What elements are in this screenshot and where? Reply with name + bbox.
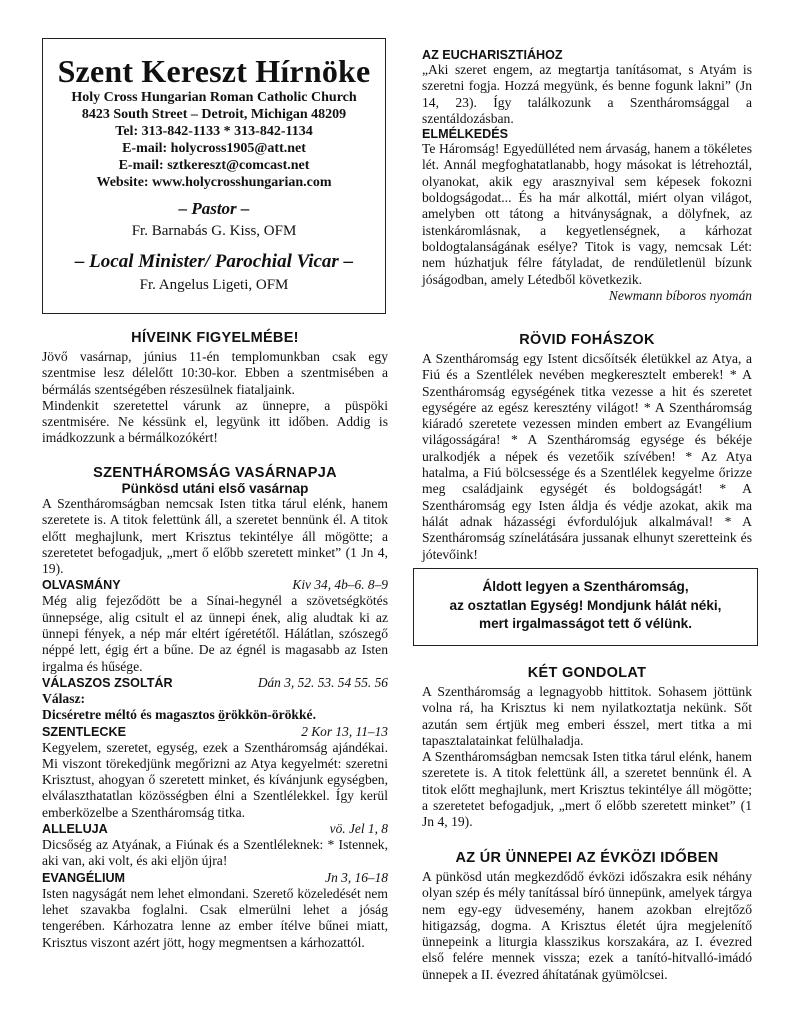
church-email-1: E-mail: holycross1905@att.net <box>122 141 306 156</box>
psalm-answer <box>42 707 388 723</box>
pastor-name: Fr. Barnabás G. Kiss, OFM <box>131 223 297 239</box>
meditation-label: ELMÉLKEDÉS <box>422 127 509 142</box>
meditation-text: Te Háromság! Egyedülléted nem árvaság, hanem a tökéletes lét. Annál megfoghatatlanabb, hogy másokat is létrehoztál, olyanokat, akik egy arasznyival sem képesek fokozni boldogságodat... És ha már alkottál, miért olyan világot, amelyben ott tátong a hitványságnak, a dölyfnek, az istenkáromlásnak, a kegyetlenségnek, a kárhozat boldogtalanságának esélye? Titok is vagy, nemcsak Lét: nem húzhatjuk félre fátyladat, de rendületlenül bízunk jóságodban, amely Létedből következik. <box>422 141 752 287</box>
psalm-answer-part-a: Dicséretre méltó és magasztos <box>42 707 219 723</box>
eucharist-label: AZ EUCHARISZTIÁHOZ <box>422 48 563 62</box>
prayers-heading: RÖVID FOHÁSZOK <box>519 332 655 348</box>
trinity-section <box>42 465 388 951</box>
vicar-name: Fr. Angelus Ligeti, OFM <box>139 277 289 293</box>
church-name: Holy Cross Hungarian Roman Catholic Church <box>71 90 357 105</box>
psalm-ref: Dán 3, 52. 53. 54 55. 56 <box>257 674 388 690</box>
feasts-heading: AZ ÚR ÜNNEPEI AZ ÉVKÖZI IDŐBEN <box>455 850 719 866</box>
gospel-text: Isten nagyságát nem lehet elmondani. Szerető közeledését nem lehet szavakba foglalni. Csak elmerülni lehet a jóság tengerében. Kárhozatra lenne az ember ítélve bűnei miatt, Krisztus viszont azért jött, hogy megmentsen a kárhozattól. <box>42 885 388 950</box>
trinity-intro: A Szentháromságban nemcsak Isten titka tárul elénk, hanem szeretete is. A titok felettünk áll, a szeretet bennünk él. A titok előtt meghajlunk, mert Krisztus tekintélye áll mögötte; a szeretetet befogadjuk, „mert ő előbb szeretett minket” (1 Jn 4, 19). <box>42 496 388 577</box>
gospel-label: EVANGÉLIUM <box>42 870 126 885</box>
notice-paragraph-2: Mindenkit szeretettel várunk az ünnepre, a püspöki szentmisére. Ne késsünk el, legyünk itt időben. Addig is imádkozzunk a bérmálkozókért! <box>42 397 388 446</box>
first-reading-text: Még alig fejeződött be a Sínai-hegynél a szövetségkötés ünnepsége, alig csitult el az ünnepi ének, alig aludtak ki az ünnepi fények, a nép már eltért ígéretétől. Hálátlan, szószegő néppé lett, égig ért a bűne. De az égnél is magasabb az Isten irgalma és hűsége. <box>42 593 388 674</box>
church-website: Website: www.holycrosshungarian.com <box>96 175 332 190</box>
feasts-section <box>422 850 752 983</box>
notice-section <box>42 330 388 447</box>
gospel-header <box>42 870 388 886</box>
psalm-answer-underlined: ö <box>218 707 225 723</box>
prayers-text: A Szentháromság egy Istent dicsőítsék életükkel az Atya, a Fiú és a Szentlélek nevében megkeresztelt emberek! * A Szentháromság egységének titka vezesse a hit és szeretet egységére az egész keresztény világot! * A Szentháromság kiáradó szeretete vezessen minden embert az Evangélium világosságára! * A Szentháromság egysége és békéje uralkodjék a népek és vezetőik szívében! * Az Atya hatalma, a Fiú bölcsessége és a Szentlélek kegyelme őrizze meg családjaink egységét és boldogságát! * A Szentháromság egy Isten áldja és védje azokat, akik ma hálát adnak házasségi évfordulójuk alkalmával! * A Szentháromság színelátására jussanak elhunyt szeretteink és jótevőink! <box>422 351 752 562</box>
eucharist-section <box>422 48 752 304</box>
callout-line-1: Áldott legyen a Szentháromság, <box>482 579 689 594</box>
notice-paragraph-1: Jövő vasárnap, június 11-én templomunkban csak egy szentmise lesz délelőtt 10:30-kor. Ebben a szentmisében a bérmálás szentségében részesülnek fiataljaink. <box>42 349 388 397</box>
two-thoughts-paragraph-2: A Szentháromságban nemcsak Isten titka tárul elénk, hanem szeretete is. A titok felettünk áll, a szeretet bennünk él. A titok előtt meghajlunk, mert Krisztus tekintélye áll mögötte; a szeretetet befogadjuk, „mert ő előbb szeretett minket” (1 Jn 4, 19). <box>422 749 752 830</box>
trinity-subheading: Pünkösd utáni első vasárnap <box>121 481 309 496</box>
pastor-role: – Pastor – <box>178 199 250 218</box>
first-reading-ref: Kiv 34, 4b–6. 8–9 <box>292 577 388 593</box>
left-column <box>42 0 388 1024</box>
second-reading-text: Kegyelem, szeretet, egység, ezek a Szentháromság ajándékai. Mi viszont törekedjünk megőrizni az Atya kegyelmét: szeretni Krisztust, ahogyan ő szeretett minket, és kívánjunk egységben, elválaszthatatlan közösségben élni a Szentlélekkel. Így kerül emberközelbe a Szentháromság titka. <box>42 739 388 820</box>
psalm-label: VÁLASZOS ZSOLTÁR <box>42 675 173 690</box>
meditation-signature: Newmann bíboros nyomán <box>608 287 752 303</box>
callout-line-3: mert irgalmasságot tett ő vélünk. <box>478 616 693 631</box>
right-column <box>422 0 752 1024</box>
first-reading-header <box>42 577 388 593</box>
second-reading-label: SZENTLECKE <box>42 724 126 739</box>
two-thoughts-paragraph-1: A Szentháromság a legnagyobb hittitok. Sohasem jöttünk volna rá, ha Krisztus ki nem nyilatkoztatja nekünk. Sőt azután sem értjük meg emberi ésszel, mert titka a mi tapasztalatainkat felülhaladja. <box>422 684 752 748</box>
newsletter-title: Szent Kereszt Hírnöke <box>57 53 371 89</box>
church-address: 8423 South Street – Detroit, Michigan 48209 <box>81 107 347 122</box>
first-reading-label: OLVASMÁNY <box>42 578 121 593</box>
second-reading-ref: 2 Kor 13, 11–13 <box>301 723 388 739</box>
two-thoughts-section <box>422 665 752 831</box>
two-thoughts-heading: KÉT GONDOLAT <box>527 665 647 681</box>
psalm-header <box>42 675 388 691</box>
second-reading-header <box>42 724 388 740</box>
gospel-ref: Jn 3, 16–18 <box>325 869 388 885</box>
alleluia-header <box>42 821 388 837</box>
trinity-callout-box <box>413 568 758 646</box>
trinity-heading: SZENTHÁROMSÁG VASÁRNAPJA <box>93 465 337 481</box>
church-phone: Tel: 313-842-1133 * 313-842-1134 <box>115 124 313 139</box>
vicar-role: – Local Minister/ Parochial Vicar – <box>74 251 354 272</box>
alleluia-label: ALLELUJA <box>42 822 108 837</box>
alleluia-ref: vö. Jel 1, 8 <box>329 821 388 837</box>
prayers-section <box>422 332 752 563</box>
notice-heading: HÍVEINK FIGYELMÉBE! <box>131 330 299 346</box>
church-email-2: E-mail: sztkereszt@comcast.net <box>118 158 310 173</box>
eucharist-text: „Aki szeret engem, az megtartja tanításomat, s Atyám is szeretni fogja. Hozzá megyünk, és benne fogunk lakni” (Jn 14, 23). Így találkozunk a Szentháromsággal a szentáldozásban. <box>422 62 752 126</box>
psalm-answer-part-b: rökkön-örökké. <box>224 707 316 723</box>
callout-line-2: az osztatlan Egység! Mondjunk hálát néki, <box>449 597 722 613</box>
psalm-answer-label: Válasz: <box>42 690 86 706</box>
alleluia-text: Dicsőség az Atyának, a Fiúnak és a Szentléleknek: * Istennek, aki van, aki volt, és aki eljön újra! <box>42 837 388 869</box>
feasts-text: A pünkösd után megkezdődő évközi időszakra esik néhány olyan szép és mély tanítással bíró ünnepünk, amelyek tárgya nem egy-egy üdvesemény, hanem azokban elrejtőző hitigazság, dogma. A Krisztus életét újra megjelenítő ünnepeink a liturgia klasszikus korszakára, az I. évezred első felére mennek vissza; ezek a tanító-hitvalló-imádó ünnepek a II. évezred áhítatának gyümölcsei. <box>422 869 752 982</box>
